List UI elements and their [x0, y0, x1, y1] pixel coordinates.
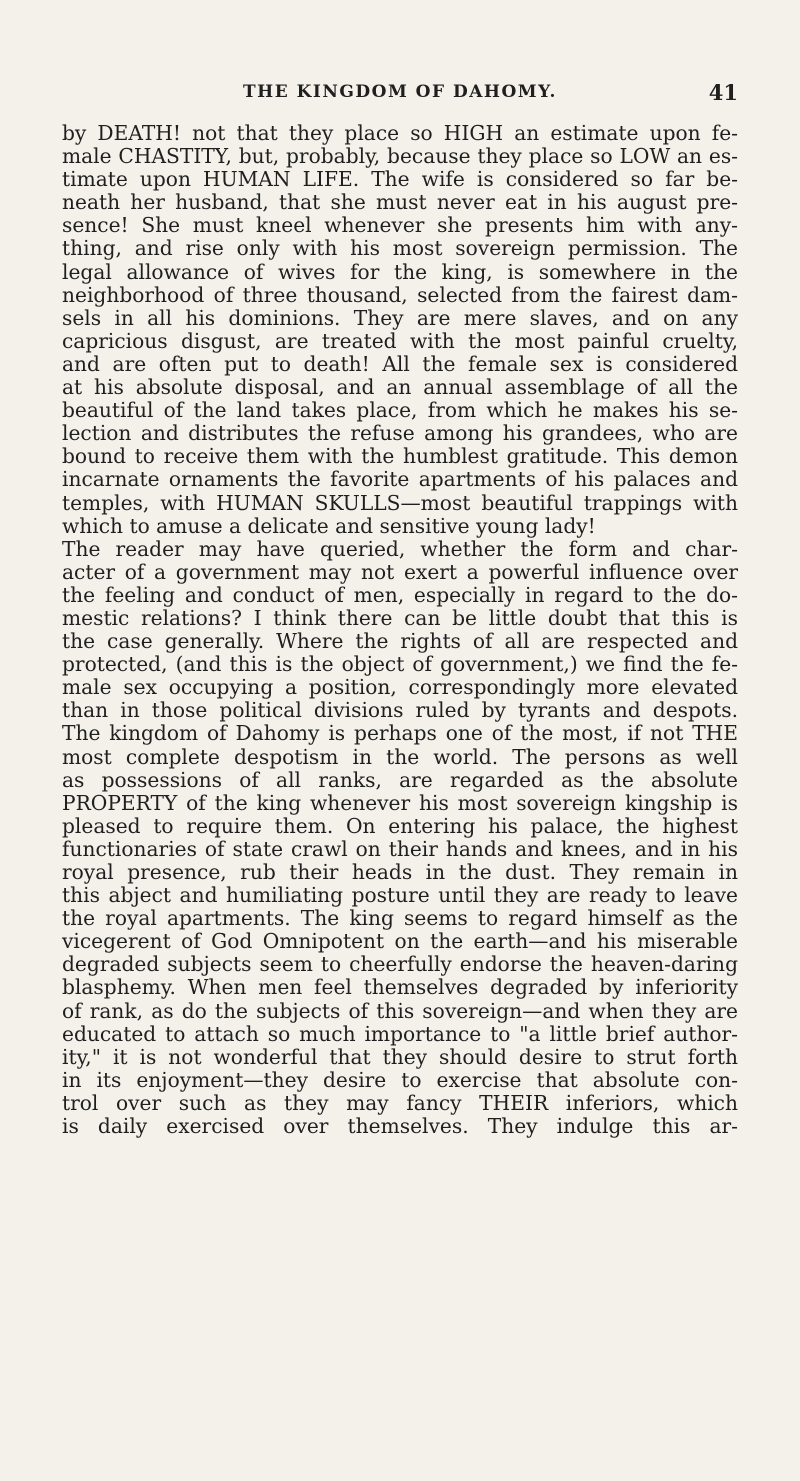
text-line: legal allowance of wives for the king, is somewhere in the [62, 259, 738, 284]
text-line: protected, (and this is the object of government,) we find the fe- [62, 652, 738, 677]
text-line: is daily exercised over themselves. They indulge this ar- [62, 1114, 738, 1139]
text-line: than in those political divisions ruled by tyrants and despots. [62, 698, 738, 723]
text-line: blasphemy. When men feel themselves degraded by inferiority [62, 975, 738, 1000]
text-line: at his absolute disposal, and an annual assemblage of all the [62, 375, 738, 400]
text-line: the case generally. Where the rights of all are respected and [62, 629, 738, 654]
text-line: lection and distributes the refuse among his grandees, who are [62, 421, 738, 446]
text-line: ity," it is not wonderful that they should desire to strut forth [62, 1044, 738, 1069]
text-line: bound to receive them with the humblest gratitude. This demon [62, 444, 738, 469]
text-line: sence! She must kneel whenever she presents him with any- [62, 213, 738, 238]
text-line: and are often put to death! All the female sex is considered [62, 351, 738, 376]
text-line: most complete despotism in the world. The persons as well [62, 744, 738, 769]
text-line: trol over such as they may fancy THEIR inferiors, which [62, 1090, 738, 1115]
text-line: mestic relations? I think there can be little doubt that this is [62, 605, 738, 630]
text-line: beautiful of the land takes place, from which he makes his se- [62, 398, 738, 423]
text-line: degraded subjects seem to cheerfully endorse the heaven-daring [62, 952, 738, 977]
text-line: functionaries of state crawl on their hands and knees, and in his [62, 836, 738, 861]
text-line: incarnate ornaments the favorite apartments of his palaces and [62, 467, 738, 492]
body-text [62, 122, 738, 1138]
text-line: male CHASTITY, but, probably, because they place so LOW an es- [62, 144, 738, 169]
running-head [0, 82, 800, 112]
text-line: in its enjoyment—they desire to exercise that absolute con- [62, 1067, 738, 1092]
text-line: vicegerent of God Omnipotent on the earth—and his miserable [62, 929, 738, 954]
text-line: sels in all his dominions. They are mere slaves, and on any [62, 305, 738, 330]
text-line: neath her husband, that she must never eat in his august pre- [62, 190, 738, 215]
running-title: THE KINGDOM OF DAHOMY. [243, 82, 557, 102]
text-line: temples, with HUMAN SKULLS—most beautiful trappings with [62, 490, 738, 515]
text-line: capricious disgust, are treated with the most painful cruelty, [62, 328, 738, 353]
text-line: by DEATH! not that they place so HIGH an estimate upon fe- [62, 121, 738, 145]
text-line: educated to attach so much importance to "a little brief author- [62, 1021, 738, 1046]
text-line: pleased to require them. On entering his palace, the highest [62, 813, 738, 838]
text-line: timate upon HUMAN LIFE. The wife is considered so far be- [62, 167, 738, 192]
text-line: as possessions of all ranks, are regarded as the absolute [62, 767, 738, 792]
text-line: thing, and rise only with his most sovereign permission. The [62, 236, 738, 261]
text-line: of rank, as do the subjects of this sovereign—and when they are [62, 998, 738, 1023]
text-line: The reader may have queried, whether the form and char- [62, 536, 738, 561]
text-line: the royal apartments. The king seems to regard himself as the [62, 906, 738, 931]
text-line: PROPERTY of the king whenever his most sovereign kingship is [62, 790, 738, 815]
page-number: 41 [708, 80, 738, 105]
text-line: neighborhood of three thousand, selected from the fairest dam- [62, 282, 738, 307]
text-line: the feeling and conduct of men, especially in regard to the do- [62, 582, 738, 607]
text-line: royal presence, rub their heads in the dust. They remain in [62, 860, 738, 884]
text-line: male sex occupying a position, correspondingly more elevated [62, 675, 738, 700]
text-line: The kingdom of Dahomy is perhaps one of the most, if not THE [62, 721, 738, 746]
text-line: acter of a government may not exert a powerful influence over [62, 559, 738, 584]
text-line: this abject and humiliating posture until they are ready to leave [62, 883, 738, 908]
text-line: which to amuse a delicate and sensitive young lady! [62, 513, 596, 538]
